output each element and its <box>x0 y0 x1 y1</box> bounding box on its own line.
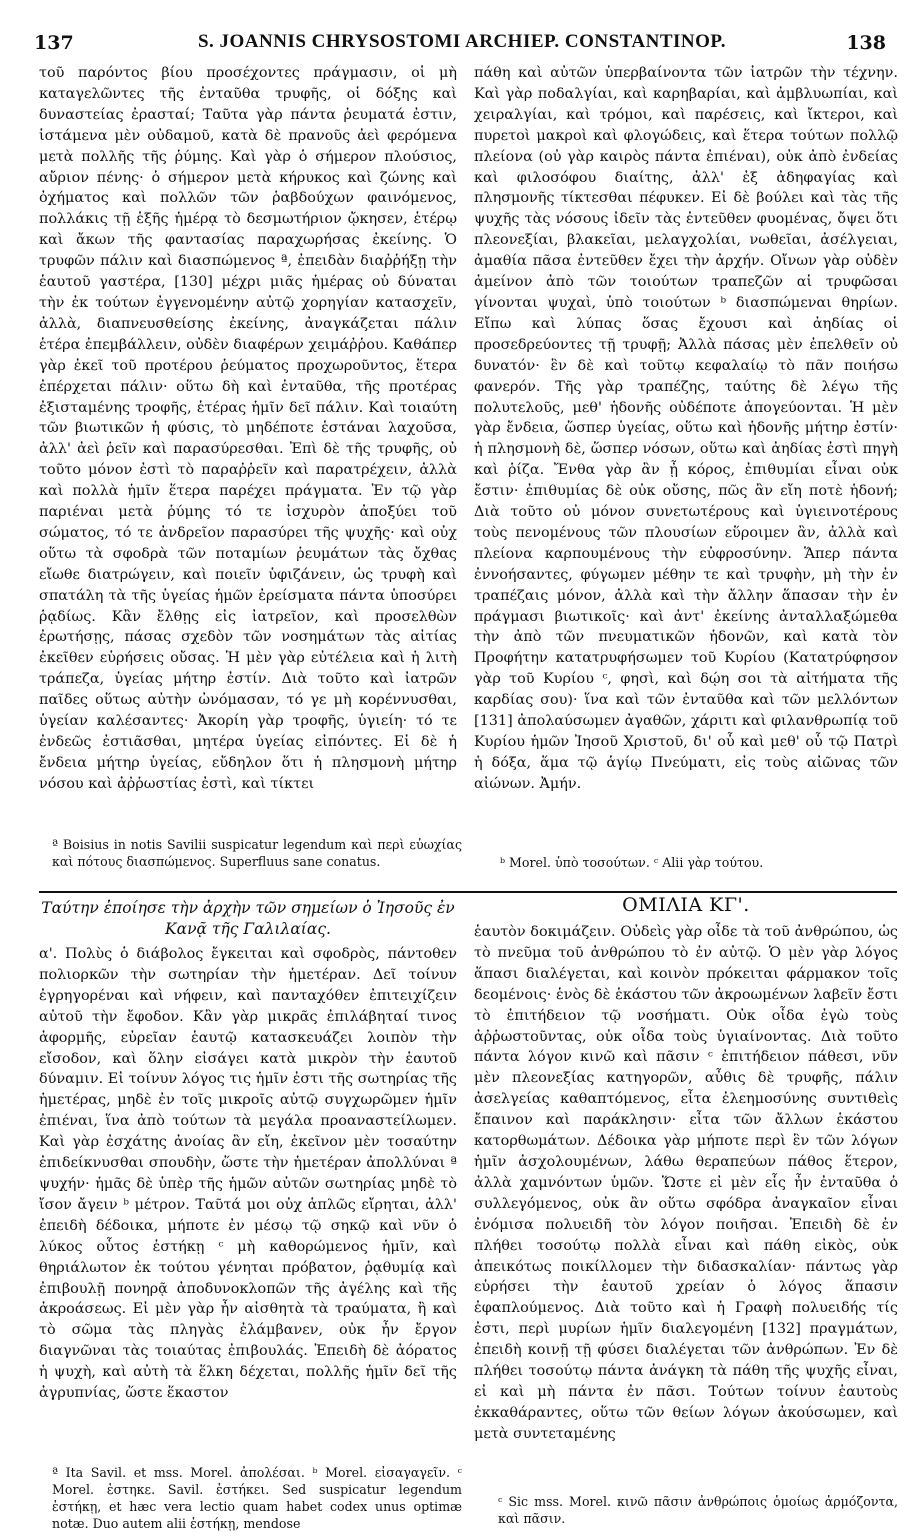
homily-argument: Ταύτην ἐποίησε τὴν ἀρχὴν τῶν σημείων ὁ Ἰησοῦς ἐν Κανᾷ τῆς Γαλιλαίας. <box>41 899 455 938</box>
page-number-right: 138 <box>846 32 886 54</box>
footnote-text: ª Ita Savil. et mss. Morel. ἀπολέσαι. ᵇ Morel. εἰσαγαγεῖν. ᶜ Morel. ἑστηκε. Savil. ἑστήκει. Sed suspicatur legendum ἑστήκῃ, et hæc vera lectio quam habet codex unus optimæ notæ. Duo autem alii ἑστήκῃ, mendose <box>52 1465 462 1531</box>
lower-left-column <box>39 898 457 1498</box>
lower-left-footnote <box>52 1464 462 1532</box>
upper-left-footnote <box>52 836 462 870</box>
homily-title: ΟΜΙΛΙΑ ΚΓ'. <box>622 894 750 916</box>
lower-right-footnote <box>498 1493 898 1527</box>
page-number-left: 137 <box>34 32 74 54</box>
footnote-text: ª Boisius in notis Savilii suspicatur legendum καὶ περὶ εὐωχίας καὶ πότους διασπώμενος. Superfluus sane conatus. <box>52 837 462 869</box>
upper-left-column <box>39 63 457 848</box>
footnote-text: ᶜ Sic mss. Morel. κινῶ πᾶσιν ἀνθρώποις ὁμοίως ἁρμόζοντα, καὶ πᾶσιν. <box>498 1494 898 1526</box>
footnote-text: ᵇ Morel. ὑπὸ τοσούτων. ᶜ Alii γὰρ τούτου. <box>500 855 764 870</box>
section-divider <box>39 891 897 893</box>
lower-right-text: ἑαυτὸν δοκιμάζειν. Οὐδεὶς γὰρ οἶδε τὰ τοῦ ἀνθρώπου, ὡς τὸ πνεῦμα τοῦ ἀνθρώπου τὸ ἐν αὐτῷ. Ὁ μὲν γὰρ λόγος ἅπασι διαλέγεται, καὶ κοινὸν πρόκειται φάρμακον τοῖς δεομένοις· ἑνὸς δὲ ἑκάστου τῶν ἀκροωμένων λαβεῖν ἔστι τὸ ἐπιτήδειον τῷ νοσήματι. Οὐκ οἶδα ἐγὼ τοὺς ἀῤῥωστοῦντας, οὐκ οἶδα τοὺς ὑγιαίνοντας. Διὰ τοῦτο πάντα λόγον κινῶ καὶ πᾶσιν ᶜ ἐπιτήδειον πάθεσι, νῦν μὲν πλεονεξίας κατηγορῶν, αὖθις δὲ τρυφῆς, πάλιν ἀσελγείας καθαπτόμενος, εἶτα ἐλεημοσύνης συντιθεὶς ἔπαινον καὶ παράκλησιν· εἶτα τῶν ἄλλων ἑκάστου κατορθωμάτων. Δέδοικα γὰρ μήποτε περὶ ἓν τῶν λόγων ἡμῖν ἀσχολουμένων, λάθω θεραπεύων πάθος ἕτερον, ἀλλὰ χαμνόντων ὑμῶν. Ὥστε εἰ μὲν εἷς ἦν ἐνταῦθα ὁ συλλεγόμενος, οὐκ ἂν οὕτω σφόδρα ἀναγκαῖον εἶναι ἐνόμισα πολυειδῆ τὸν λόγον ποιῆσαι. Ἐπειδὴ δὲ ἐν πλήθει τοσούτῳ πολλὰ εἶναι καὶ πάθη εἰκὸς, οὐκ ἀπεικότως ποικίλλομεν τὴν διδασκαλίαν· πάντως γὰρ εὑρήσει τὴν ἑαυτοῦ χρείαν ὁ λόγος ἅπασιν ἐφαπλούμενος. Διὰ τοῦτο καὶ ἡ Γραφὴ πολυειδής τίς ἐστι, περὶ μυρίων ἡμῖν διαλεγομένη [132] πραγμάτων, ἐπειδὴ κοινῇ τῇ φύσει διαλέγεται τῶν ἀνθρώπων. Ἐν δὲ πλήθει τοσούτῳ πάντα ἀνάγκη τὰ πάθη τῆς ψυχῆς εἶναι, εἰ καὶ μὴ πάντα ἐν πᾶσι. Τούτων τοίνυν ἑαυτοὺς ἐκκαθάραντες, οὕτω τῶν θείων λόγων ἀκούσωμεν, καὶ μετὰ συντεταμένης <box>474 924 898 1442</box>
upper-right-text: πάθη καὶ αὐτῶν ὑπερβαίνοντα τῶν ἰατρῶν τὴν τέχνην. Καὶ γὰρ ποδαλγίαι, καὶ καρηβαρίαι, καὶ ἀμβλυωπίαι, καὶ χειραλγίαι, καὶ τρόμοι, καὶ παρέσεις, καὶ ἴκτεροι, καὶ πυρετοὶ μακροὶ καὶ φλογώδεις, καὶ ἕτερα τούτων πολλῷ πλείονα (οὐ γὰρ καιρὸς πάντα ἐπιέναι), οὐκ ἀπὸ ἐνδείας καὶ φιλοσόφου διαίτης, ἀλλ' ἐξ ἀδηφαγίας καὶ πλησμονῆς τίκτεσθαι πέφυκεν. Εἰ δὲ βούλει καὶ τὰς τῆς ψυχῆς τὰς νόσους ἰδεῖν τὰς ἐντεῦθεν φυομένας, ὄψει ὅτι πλεονεξίαι, βλακεῖαι, μελαγχολίαι, νωθεῖαι, ἀσέλγειαι, ἀμαθία πᾶσα ἐντεῦθεν ἔχει τὴν ἀρχήν. Οἴνων γὰρ οὐδὲν ἀμείνον ἀπὸ τῶν τοιούτων τραπεζῶν αἱ τρυφῶσαι γίνονται ψυχαὶ, ὑπὸ τοιούτων ᵇ διασπώμεναι θηρίων. Εἴπω καὶ λύπας ὅσας ἔχουσι καὶ ἀηδίας οἱ προσεδρεύοντες τῇ τρυφῇ; Ἀλλὰ πάσας μὲν ἐπελθεῖν οὐ δυνατόν· ἓν δὲ καὶ τοῦτῳ κεφαλαίῳ τὸ πᾶν ποιήσω φανερόν. Τῆς γὰρ τραπέζης, ταύτης δὲ λέγω τῆς πολυτελοῦς, μεθ' ἡδονῆς οὐδέποτε ἀπογεύονται. Ἡ μὲν γὰρ ἔνδεια, ὥσπερ ὑγείας, οὕτω καὶ ἡδονῆς μήτηρ ἐστίν· ἡ πλησμονὴ δὲ, ὥσπερ νόσων, οὕτω καὶ ἀηδίας ἐστὶ πηγὴ καὶ ῥίζα. Ἔνθα γὰρ ἂν ᾖ κόρος, ἐπιθυμίαι εἶναι οὐκ ἔστιν· ἐπιθυμίας δὲ οὐκ οὔσης, πῶς ἂν εἴη ποτὲ ἡδονή; Διὰ τοῦτο οὐ μόνον συνετωτέρους καὶ ὑγιεινοτέρους τοὺς πενομένους τῶν πλουσίων εὕροιμεν ἂν, ἀλλὰ καὶ πλείονα καρπουμένους τὴν εὐφροσύνην. Ἅπερ πάντα ἐννοήσαντες, φύγωμεν μέθην τε καὶ τρυφὴν, μὴ τὴν ἐν τραπέζαις μόνον, ἀλλὰ καὶ τὴν ἄλλην ἅπασαν τὴν ἐν πράγμασι βιωτικοῖς· καὶ ἀντ' ἐκείνης ἀνταλλαξώμεθα τὴν ἀπὸ τῶν πνευματικῶν ἡδονῶν, καὶ κατὰ τὸν Προφήτην κατατρυφήσωμεν τοῦ Κυρίου (Κατατρύφησον γὰρ τοῦ Κυρίου ᶜ, φησὶ, καὶ δῴη σοι τὰ αἰτήματα τῆς καρδίας σου)· ἵνα καὶ τῶν ἐνταῦθα καὶ τῶν μελλόντων [131] ἀπολαύσωμεν ἀγαθῶν, χάριτι καὶ φιλανθρωπίᾳ τοῦ Κυρίου ἡμῶν Ἰησοῦ Χριστοῦ, δι' οὗ καὶ μεθ' οὗ τῷ Πατρὶ ἡ δόξα, ἅμα τῷ ἁγίῳ Πνεύματι, εἰς τοὺς αἰῶνας τῶν αἰώνων. Ἀμήν. <box>474 65 898 792</box>
upper-left-text: τοῦ παρόντος βίου προσέχοντες πράγμασιν, οἱ μὴ καταγελῶντες τῆς ἐνταῦθα τρυφῆς, οἱ δόξης καὶ δυναστείας ἐρασταί; Ταῦτα γὰρ πάντα ῥευματά ἐστιν, ἱστάμενα μὲν οὐδαμοῦ, κατὰ δὲ πρανοῦς ἀεὶ φερόμενα μετὰ πολλῆς τῆς ῥύμης. Καὶ γὰρ ὁ σήμερον πλούσιος, αὔριον πένης· ὁ σήμερον μετὰ κήρυκος καὶ ζώνης καὶ ὀχήματος καὶ πολλῶν τῶν ῥαβδούχων φαινόμενος, πολλάκις τῇ ἑξῆς ἡμέρᾳ τὸ δεσμωτήριον ᾤκησεν, ἑτέρῳ καὶ ἄκων τῆς φαντασίας παραχωρήσας ἐκείνης. Ὁ τρυφῶν πάλιν καὶ διασπώμενος ª, ἐπειδὰν διαῤῥήξῃ τὴν ἑαυτοῦ γαστέρα, [130] μέχρι μιᾶς ἡμέρας οὐ δύναται τὴν ἐκ τούτων ἐγγενομένην αὐτῷ χορηγίαν κατασχεῖν, ἀλλὰ, διαπνευσθείσης ἐκείνης, ἀναγκάζεται πάλιν ἑτέρα ἐπεμβάλλειν, οὐδὲν διαφέρων χειμάῤῥου. Καθάπερ γὰρ ἐκεῖ τοῦ προτέρου ῥεύματος προχωροῦντος, ἕτερα ἐπέρχεται πάλιν· οὕτω δὴ καὶ ἐνταῦθα, τῆς προτέρας ἐξισταμένης τροφῆς, ἑτέρας ἡμῖν δεῖ πάλιν. Καὶ τοιαύτη τῶν βιωτικῶν ἡ φύσις, τὸ μηδέποτε ἑστάναι λαχοῦσα, ἀλλ' ἀεὶ ῥεῖν καὶ παρασύρεσθαι. Ἐπὶ δὲ τῆς τρυφῆς, οὐ τοῦτο μόνον ἐστὶ τὸ παραῤῥεῖν καὶ παρατρέχειν, ἀλλὰ καὶ πολλὰ ἡμῖν ἕτερα παρέχει πράγματα. Ἐν τῷ γὰρ παριέναι μετὰ ῥύμης τό τε ἰσχυρὸν ἀποξύει τοῦ σώματος, τό τε ἀνδρεῖον παρασύρει τῆς ψυχῆς· καὶ οὐχ οὕτω τὰ σφοδρὰ τῶν ποταμίων ῥευμάτων τὰς ὄχθας εἴωθε διατρώγειν, καὶ ποιεῖν ὑφιζάνειν, ὡς τρυφὴ καὶ σπατάλη τὰ τῆς ὑγείας ἡμῶν ἐρείσματα πάντα ὑποσύρει ῥᾳδίως. Κἂν ἔλθῃς εἰς ἰατρεῖον, καὶ προσελθὼν ἐρωτήσῃς, πάσας σχεδὸν τῶν νοσημάτων τὰς αἰτίας ἐκεῖθεν εὑρήσεις οὔσας. Ἡ μὲν γὰρ εὐτέλεια καὶ ἡ λιτὴ τράπεζα, ὑγείας μήτηρ ἐστίν. Διὰ τοῦτο καὶ ἰατρῶν παῖδες οὕτως αὐτὴν ὠνόμασαν, τό γε μὴ κορέννυσθαι, ὑγείαν καλέσαντες· Ἀκορίη γὰρ τροφῆς, ὑγιείη· τό τε ἐνδεῶς ἐστιᾶσθαι, μητέρα ὑγείας εἰπόντες. Εἰ δὲ ἡ ἔνδεια μήτηρ ὑγείας, εὔδηλον ὅτι ἡ πλησμονὴ μήτηρ νόσου καὶ ἀῤῥωστίας ἐστὶ, καὶ τίκτει <box>39 65 457 792</box>
lower-right-column <box>474 922 898 1482</box>
upper-right-column <box>474 63 898 883</box>
page-header <box>0 0 924 60</box>
lower-left-text: α'. Πολὺς ὁ διάβολος ἔγκειται καὶ σφοδρὸς, πάντοθεν πολιορκῶν τὴν σωτηρίαν τὴν ἡμετέραν. Δεῖ τοίνυν ἐγρηγορέναι καὶ νήφειν, καὶ πανταχόθεν ἐπιτειχίζειν αὐτοῦ τὴν ἔφοδον. Κἂν γὰρ μικρᾶς ἐπιλάβηταί τινος ἀφορμῆς, εὐρεῖαν ἑαυτῷ κατασκευάζει λοιπὸν τὴν εἴσοδον, καὶ ὅλην εἰσάγει κατὰ μικρὸν τὴν ἑαυτοῦ δύναμιν. Εἰ τοίνυν λόγος τις ἡμῖν ἐστι τῆς σωτηρίας τῆς ἡμετέρας, μηδὲ ἐν τοῖς μικροῖς αὐτῷ συγχωρῶμεν ἡμῖν ἐπιέναι, ἵνα ἀπὸ τούτων τὰ μεγάλα προαναστείλωμεν. Καὶ γὰρ ἐσχάτης ἀνοίας ἂν εἴη, ἐκεῖνον μὲν τοσαύτην ἐπιδείκνυσθαι σπουδὴν, ὥστε τὴν ἡμετέραν ἀπολλύναι ª ψυχήν· ἡμᾶς δὲ ὑπὲρ τῆς ἡμῶν αὐτῶν σωτηρίας μηδὲ τὸ ἴσον ἄγειν ᵇ μέτρον. Ταῦτά μοι οὐχ ἁπλῶς εἴρηται, ἀλλ' ἐπειδὴ δέδοικα, μήποτε ἐν μέσῳ τῷ σηκῷ καὶ νῦν ὁ λύκος οὗτος ἑστήκῃ ᶜ μὴ καθορώμενος ἡμῖν, καὶ θηριάλωτον ἐκ τούτου γένηται πρόβατον, ῥᾳθυμίᾳ καὶ ἐπιβουλῇ πονηρᾷ ἀποδυνοκλοπῶν τῆς ἀγέλης καὶ τῆς ἀκροάσεως. Εἰ μὲν γὰρ ἦν αἰσθητὰ τὰ τραύματα, ἢ καὶ τὸ σῶμα τὰς πληγὰς ἐλάμβανεν, οὐκ ἦν ἔργον διαγνῶναι τὰς τοιαύτας ἐπιβουλάς. Ἐπειδὴ δὲ ἀόρατος ἡ ψυχὴ, καὶ αὐτὴ τὰ ἕλκη δέχεται, πολλῆς ἡμῖν δεῖ τῆς ἀγρυπνίας, ὥστε ἕκαστον <box>39 946 457 1402</box>
running-title: S. JOANNIS CHRYSOSTOMI ARCHIEP. CONSTANTINOP. <box>197 31 727 52</box>
upper-right-footnote <box>500 854 898 871</box>
